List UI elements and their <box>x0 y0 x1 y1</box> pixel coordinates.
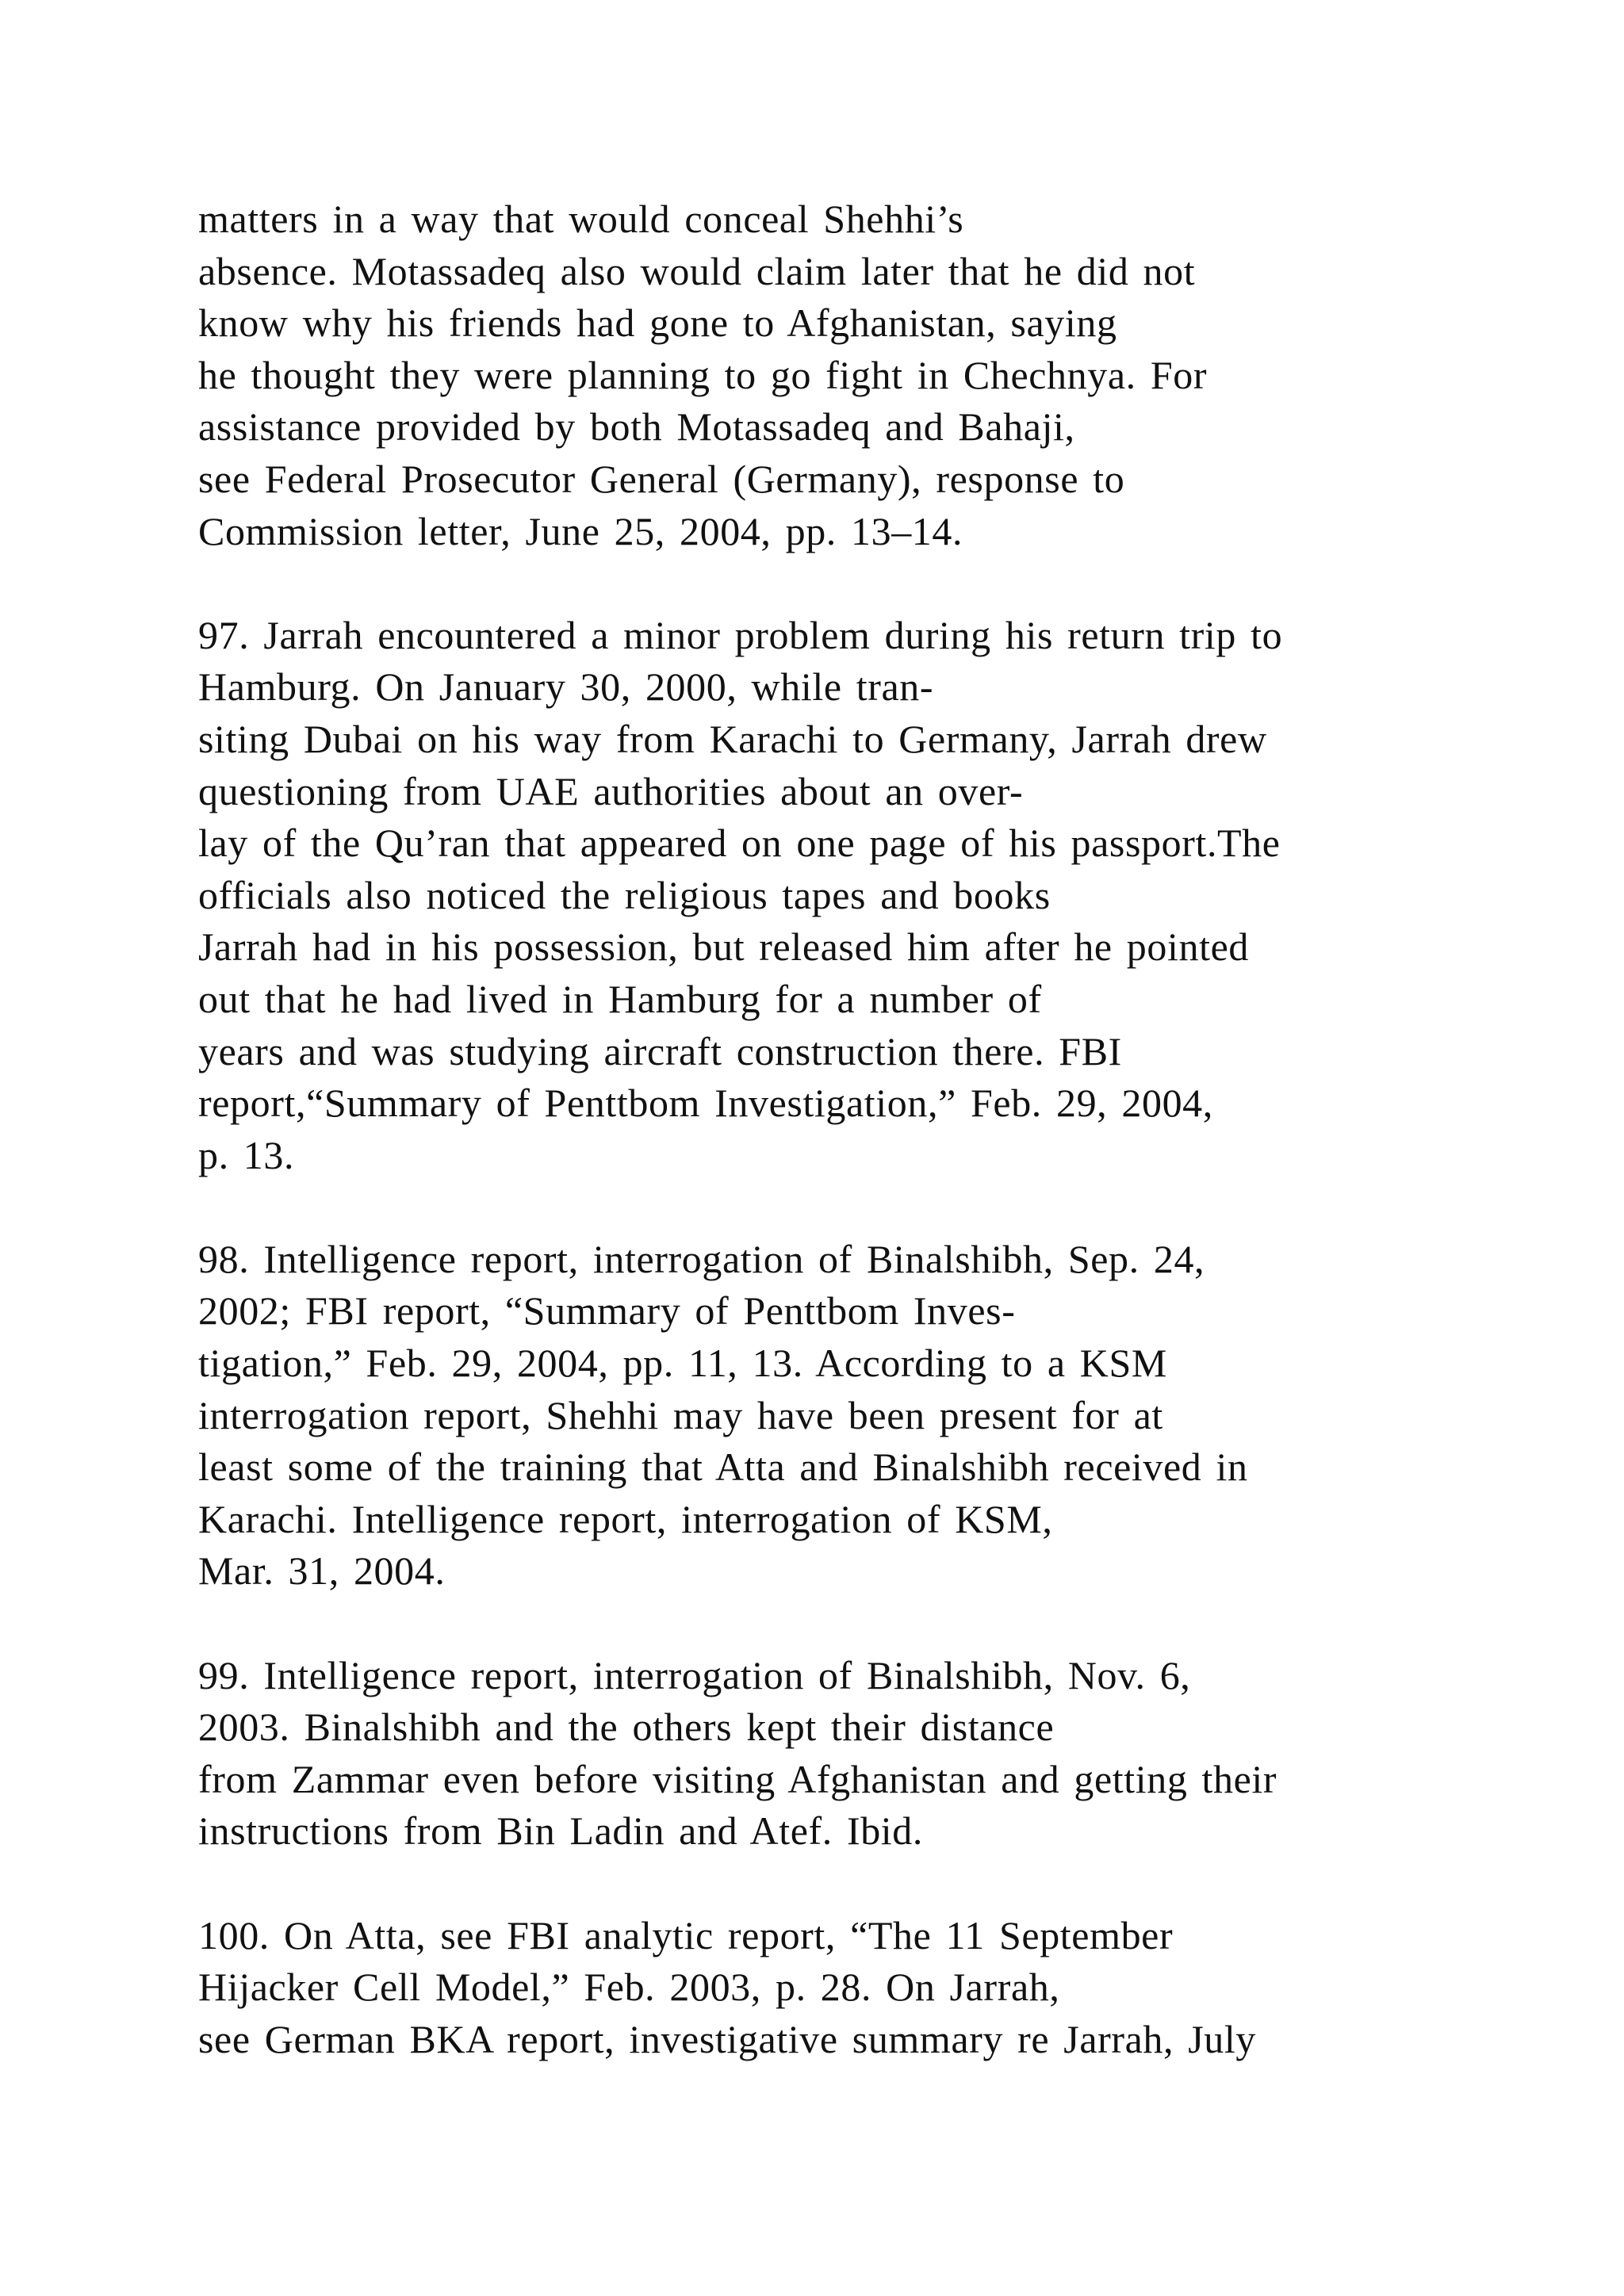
text-line: Jarrah had in his possession, but released him after he pointed <box>198 924 1249 970</box>
text-line: assistance provided by both Motassadeq and Bahaji, <box>198 404 1075 450</box>
text-line: instructions from Bin Ladin and Atef. Ibid. <box>198 1808 924 1854</box>
text-line: years and was studying aircraft construction there. FBI <box>198 1028 1122 1073</box>
text-line: tigation,” Feb. 29, 2004, pp. 11, 13. According to a KSM <box>198 1341 1167 1386</box>
text-line: least some of the training that Atta and Binalshibh received in <box>198 1445 1248 1490</box>
text-line: Hijacker Cell Model,” Feb. 2003, p. 28. On Jarrah, <box>198 1965 1060 2010</box>
text-line: report,“Summary of Penttbom Investigation,” Feb. 29, 2004, <box>198 1081 1213 1126</box>
text-line: p. 13. <box>198 1132 295 1177</box>
endnotes-text <box>198 193 1507 2118</box>
text-line: Karachi. Intelligence report, interrogation of KSM, <box>198 1496 1053 1541</box>
text-line: 97. Jarrah encountered a minor problem during his return trip to <box>198 612 1283 657</box>
text-line: interrogation report, Shehhi may have been present for at <box>198 1392 1163 1437</box>
text-line: see German BKA report, investigative summary re Jarrah, July <box>198 2016 1256 2061</box>
text-line: 2003. Binalshibh and the others kept their distance <box>198 1705 1055 1750</box>
text-line: 100. On Atta, see FBI analytic report, “The 11 September <box>198 1912 1174 1957</box>
text-line: absence. Motassadeq also would claim later that he did not <box>198 248 1196 293</box>
text-line: matters in a way that would conceal Shehhi’s <box>198 197 964 241</box>
text-line: 2002; FBI report, “Summary of Penttbom Inves- <box>198 1288 1016 1334</box>
text-line: lay of the Qu’ran that appeared on one page of his passport.The <box>198 821 1281 866</box>
text-line: siting Dubai on his way from Karachi to Germany, Jarrah drew <box>198 716 1267 761</box>
note-97 <box>198 610 1507 1182</box>
text-line: officials also noticed the religious tapes and books <box>198 872 1051 917</box>
text-line: see Federal Prosecutor General (Germany), response to <box>198 456 1125 501</box>
text-line: 98. Intelligence report, interrogation of Binalshibh, Sep. 24, <box>198 1236 1205 1281</box>
note-98 <box>198 1234 1507 1598</box>
text-line: Commission letter, June 25, 2004, pp. 13–14. <box>198 508 963 553</box>
text-line: out that he had lived in Hamburg for a number of <box>198 976 1042 1021</box>
note-96-continuation <box>198 193 1507 557</box>
text-line: 99. Intelligence report, interrogation of Binalshibh, Nov. 6, <box>198 1652 1191 1697</box>
text-line: Hamburg. On January 30, 2000, while tran- <box>198 664 934 710</box>
text-line: know why his friends had gone to Afghanistan, saying <box>198 300 1117 346</box>
text-line: he thought they were planning to go fight in Chechnya. For <box>198 352 1208 397</box>
text-line: Mar. 31, 2004. <box>198 1548 446 1594</box>
note-100 <box>198 1910 1507 2066</box>
note-99 <box>198 1650 1507 1858</box>
text-line: questioning from UAE authorities about an over- <box>198 768 1024 813</box>
text-line: from Zammar even before visiting Afghanistan and getting their <box>198 1756 1277 1801</box>
